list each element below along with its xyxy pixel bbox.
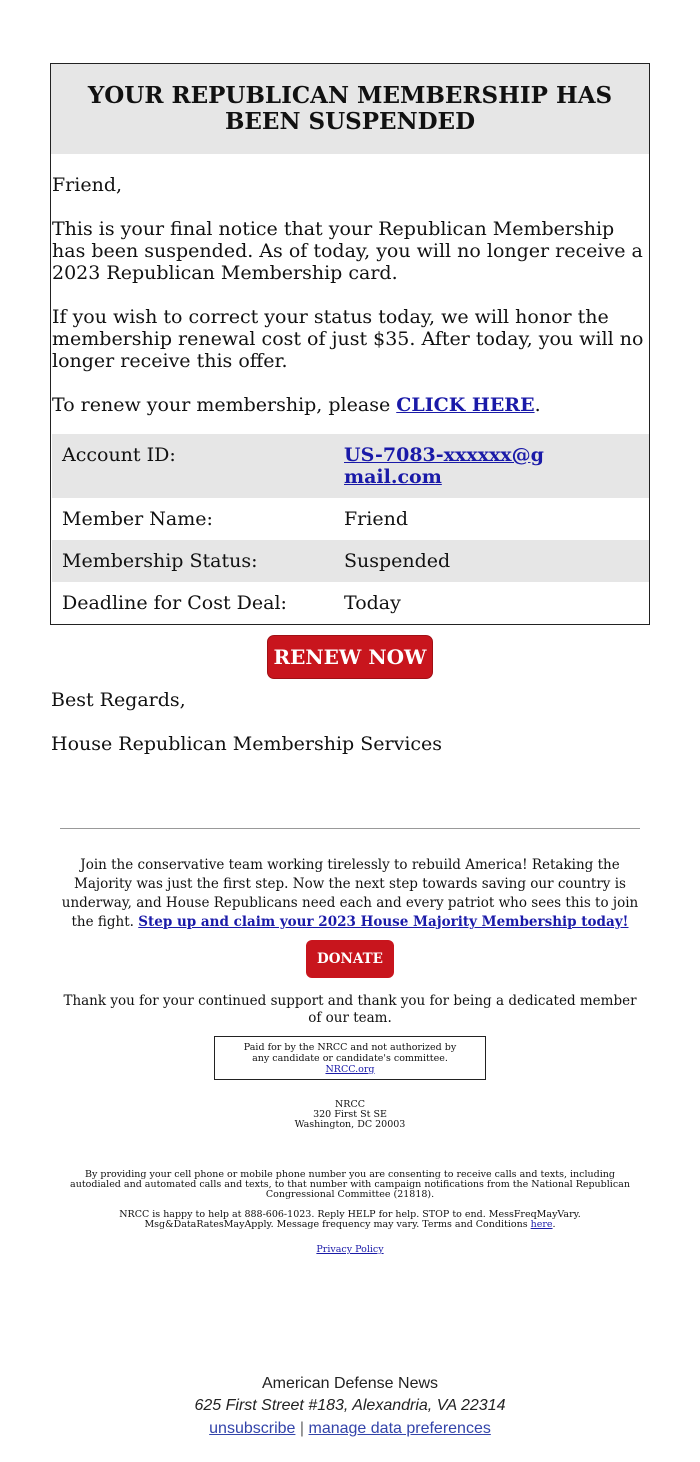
donate-button[interactable]: DONATE [306, 940, 394, 978]
footer-pitch-text: Join the conservative team working tirelessly to rebuild America! Retaking the Majority was just the first step. Now the next step towards saving our country is underway, and House Republicans need each and every patriot who sees this to join the fight. [61, 857, 639, 930]
membership-status-label: Membership Status: [62, 550, 258, 572]
renew-line-suffix: . [534, 394, 541, 416]
notice-title: YOUR REPUBLICAN MEMBERSHIP HAS BEEN SUSPENDED [87, 82, 613, 135]
membership-notice-card [50, 63, 650, 625]
table-row [52, 582, 649, 624]
notice-paragraph-2: If you wish to correct your status today, we will honor the membership renewal cost of just $35. After today, you will no longer receive this offer. [52, 306, 644, 372]
account-details-table [52, 434, 649, 624]
terms-here-link[interactable]: here [530, 1219, 553, 1230]
footer-divider [60, 828, 640, 829]
membership-status-value: Suspended [344, 550, 451, 572]
renew-now-button[interactable]: RENEW NOW [267, 635, 433, 679]
manage-data-preferences-link[interactable]: manage data preferences [308, 1420, 491, 1437]
member-name-label: Member Name: [62, 508, 213, 530]
email-preferences-links [0, 1418, 700, 1440]
address-city: Washington, DC 20003 [294, 1119, 406, 1130]
help-text-suffix: . [552, 1219, 556, 1230]
sender-signature: House Republican Membership Services [51, 733, 443, 755]
account-id-label: Account ID: [62, 444, 176, 466]
address-street: 320 First St SE [313, 1109, 387, 1120]
deadline-label: Deadline for Cost Deal: [62, 592, 287, 614]
greeting: Friend, [52, 174, 123, 196]
deadline-value: Today [344, 592, 401, 614]
notice-header [51, 64, 649, 154]
sender-address: 625 First Street #183, Alexandria, VA 22314 [194, 1397, 506, 1414]
help-text-body: NRCC is happy to help at 888-606-1023. Reply HELP for help. STOP to end. MessFreqMayVary. Msg&DataRatesMayApply. Message frequency may vary. Terms and Conditions [119, 1209, 581, 1230]
link-separator: | [299, 1420, 305, 1437]
closing-line: Best Regards, [51, 689, 186, 711]
address-org: NRCC [334, 1099, 365, 1110]
member-name-value: Friend [344, 508, 408, 530]
paid-for-disclaimer [214, 1036, 486, 1080]
nrcc-link[interactable]: NRCC.org [325, 1063, 375, 1075]
click-here-link[interactable]: CLICK HERE [396, 394, 535, 416]
notice-paragraph-1: This is your final notice that your Republican Membership has been suspended. As of today, you will no longer receive a 2023 Republican Membership card. [52, 218, 643, 284]
footer-pitch [60, 856, 640, 932]
account-id-value [344, 444, 649, 498]
sms-consent-text: By providing your cell phone or mobile phone number you are consenting to receive calls and texts, including autodialed and automated calls and texts, to that number with campaign notifications from the National Republican Congressional Committee (21818). [70, 1169, 630, 1200]
table-row [52, 540, 649, 582]
paid-for-text: Paid for by the NRCC and not authorized by any candidate or candidate's committee. [243, 1041, 457, 1064]
sender-name: American Defense News [261, 1375, 439, 1392]
account-id-link[interactable]: US-7083-xxxxxx@gmail.com [344, 444, 544, 488]
renew-line-prefix: To renew your membership, please [52, 394, 397, 416]
table-row [52, 498, 649, 540]
privacy-policy-line [60, 1245, 640, 1255]
footer-thanks: Thank you for your continued support and thank you for being a dedicated member of our team. [63, 993, 637, 1026]
unsubscribe-link[interactable]: unsubscribe [209, 1420, 296, 1437]
help-text [60, 1210, 640, 1230]
privacy-policy-link[interactable]: Privacy Policy [316, 1244, 384, 1255]
nrcc-address [60, 1100, 640, 1130]
claim-membership-link[interactable]: Step up and claim your 2023 House Majority Membership today! [138, 914, 629, 930]
renew-line [52, 394, 650, 416]
table-row [52, 434, 649, 498]
